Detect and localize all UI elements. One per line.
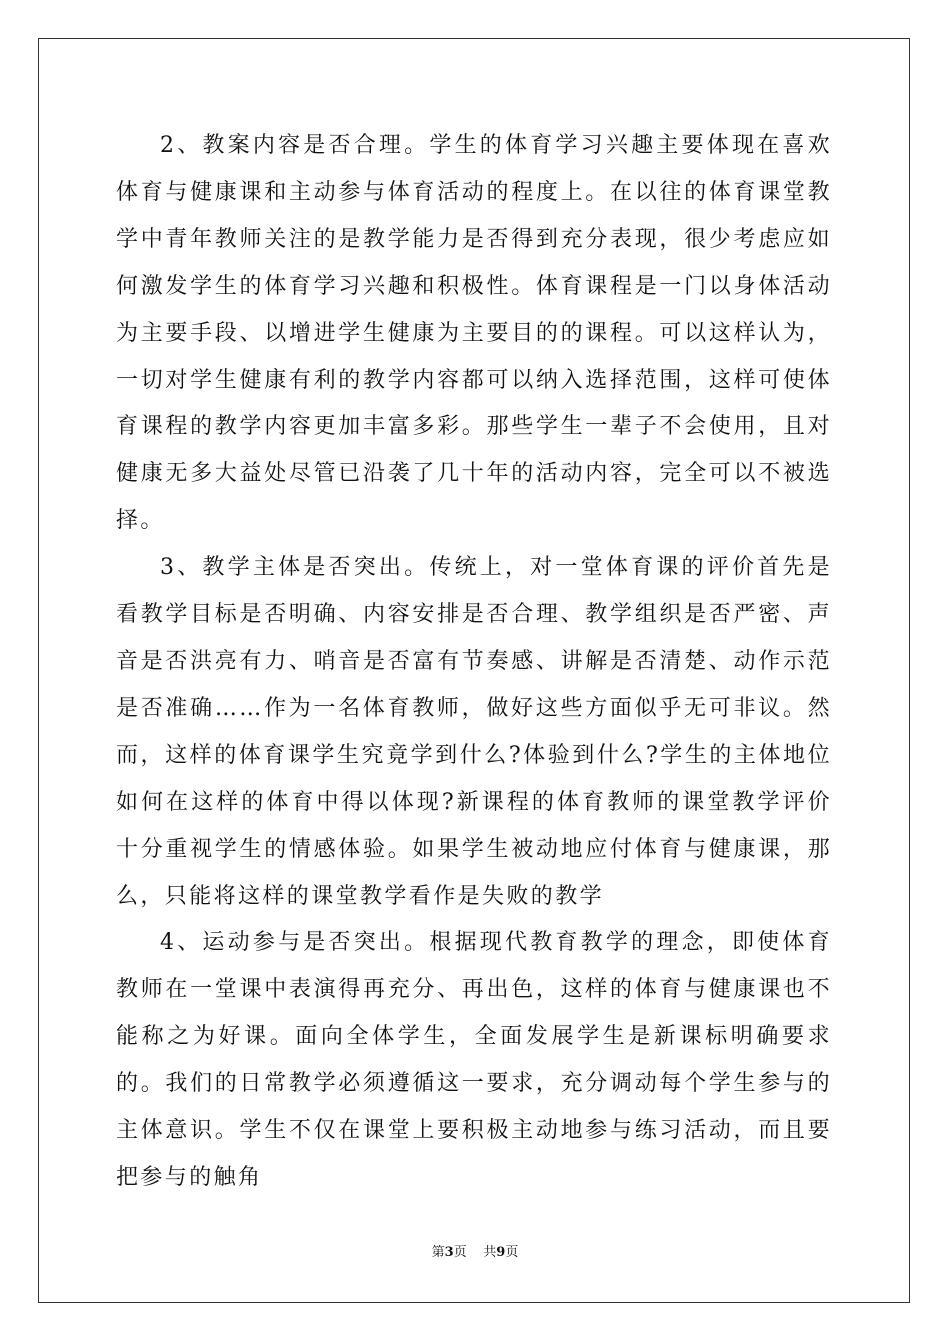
page-number: 第3页 — [431, 1245, 467, 1260]
document-body — [116, 123, 832, 1202]
page-footer — [0, 1244, 950, 1262]
paragraph-2: 2、教案内容是否合理。学生的体育学习兴趣主要体现在喜欢体育与健康课和主动参与体育活动的程度上。在以往的体育课堂教学中青年教师关注的是教学能力是否得到充分表现，很少考虑应如何激发学生的体育学习兴趣和积极性。体育课程是一门以身体活动为主要手段、以增进学生健康为主要目的的课程。可以这样认为，一切对学生健康有利的教学内容都可以纳入选择范围，这样可使体育课程的教学内容更加丰富多彩。那些学生一辈子不会使用，且对健康无多大益处尽管已沿袭了几十年的活动内容，完全可以不被选择。 — [116, 133, 832, 534]
paragraph-4: 4、运动参与是否突出。根据现代教育教学的理念，即使体育教师在一堂课中表演得再充分、再出色，这样的体育与健康课也不能称之为好课。面向全体学生，全面发展学生是新课标明确要求的。我们的日常教学必须遵循这一要求，充分调动每个学生参与的主体意识。学生不仅在课堂上要积极主动地参与练习活动，而且要把参与的触角 — [116, 930, 832, 1190]
page-total: 共9页 — [483, 1245, 519, 1260]
paragraph-3: 3、教学主体是否突出。传统上，对一堂体育课的评价首先是看教学目标是否明确、内容安排是否合理、教学组织是否严密、声音是否洪亮有力、哨音是否富有节奏感、讲解是否清楚、动作示范是否准确……作为一名体育教师，做好这些方面似乎无可非议。然而，这样的体育课学生究竟学到什么?体验到什么?学生的主体地位如何在这样的体育中得以体现?新课程的体育教师的课堂教学评价十分重视学生的情感体验。如果学生被动地应付体育与健康课，那么，只能将这样的课堂教学看作是失败的教学 — [116, 555, 832, 909]
